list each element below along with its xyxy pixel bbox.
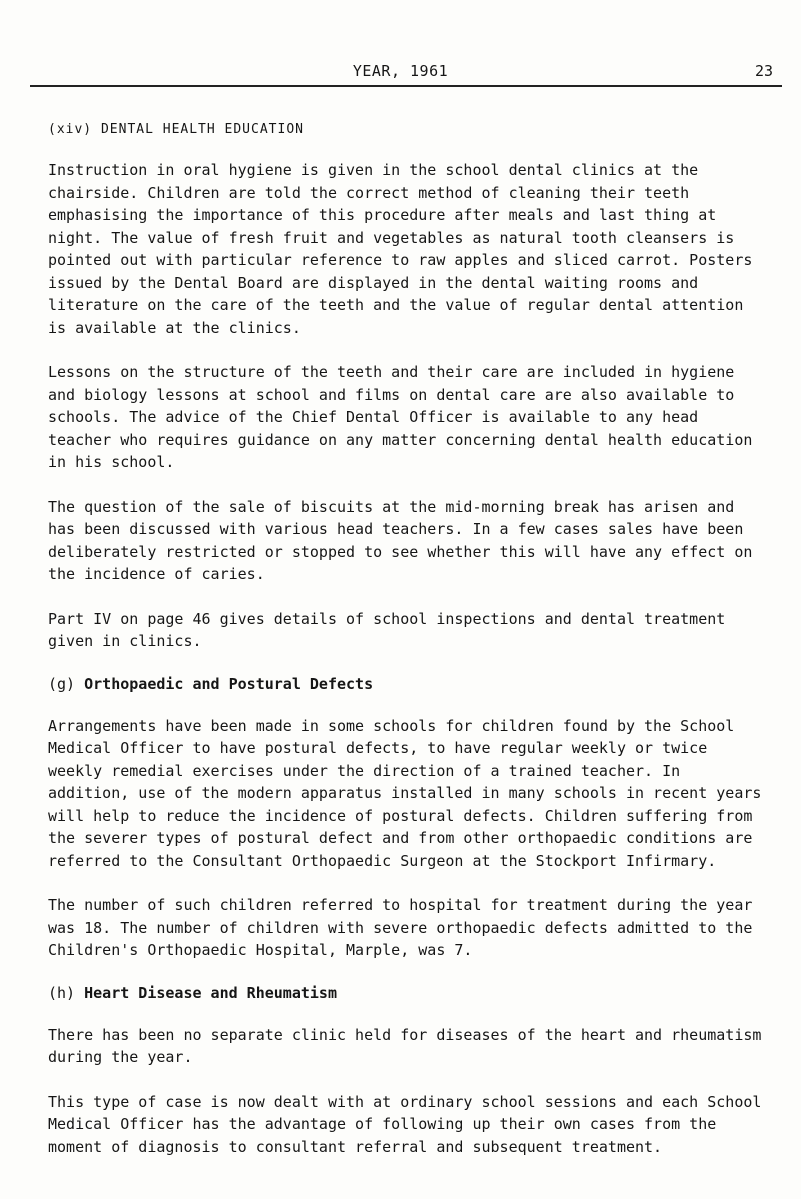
page-number: 23 (754, 62, 773, 80)
paragraph: Instruction in oral hygiene is given in the school dental clinics at the chairside. Children are told the correct method of cleaning their teeth emphasising the importance of this procedure after meals and last thing at night. The value of fresh fruit and vegetables as natural tooth cleansers is pointed out with particular reference to raw apples and sliced carrot. Posters issued by the Dental Board are displayed in the dental waiting rooms and literature on the care of the teeth and the value of regular dental attention is available at the clinics. (48, 161, 753, 337)
section-heading-orthopaedic (48, 675, 768, 693)
section-letter: (g) (48, 674, 76, 693)
section-heading-text: Heart Disease and Rheumatism (84, 983, 337, 1002)
paragraph: The question of the sale of biscuits at the mid-morning break has arisen and has been discussed with various head teachers. In a few cases sales have been deliberately restricted or stopped to see whether this will have any effect on the incidence of caries. (48, 497, 753, 583)
page-header (0, 62, 801, 84)
header-rule (30, 85, 782, 87)
section-letter: (h) (48, 983, 76, 1002)
section-heading-heart-disease (48, 984, 768, 1002)
paragraph: The number of such children referred to hospital for treatment during the year was 18. The number of children with severe orthopaedic defects admitted to the Children's Orthopaedic Hospital, Marple, was 7. (48, 896, 753, 959)
paragraph: Part IV on page 46 gives details of school inspections and dental treatment given in clinics. (48, 609, 726, 650)
header-year: YEAR, 1961 (352, 62, 449, 80)
page-body (48, 122, 768, 1180)
section-heading-text: Orthopaedic and Postural Defects (84, 674, 374, 693)
section-title-dental-health: (xiv) DENTAL HEALTH EDUCATION (48, 122, 304, 137)
paragraph: There has been no separate clinic held for diseases of the heart and rheumatism during the year. (48, 1025, 762, 1066)
paragraph: Arrangements have been made in some schools for children found by the School Medical Officer to have postural defects, to have regular weekly or twice weekly remedial exercises under the direction of a trained teacher. In addition, use of the modern apparatus installed in many schools in recent years will help to reduce the incidence of postural defects. Children suffering from the severer types of postural defect and from other orthopaedic conditions are referred to the Consultant Orthopaedic Surgeon at the Stockport Infirmary. (48, 716, 762, 870)
paragraph: This type of case is now dealt with at ordinary school sessions and each School Medical Officer has the advantage of following up their own cases from the moment of diagnosis to consultant referral and subsequent treatment. (48, 1092, 762, 1156)
paragraph: Lessons on the structure of the teeth and their care are included in hygiene and biology lessons at school and films on dental care are also available to schools. The advice of the Chief Dental Officer is available to any head teacher who requires guidance on any matter concerning dental health education in his school. (48, 363, 753, 471)
